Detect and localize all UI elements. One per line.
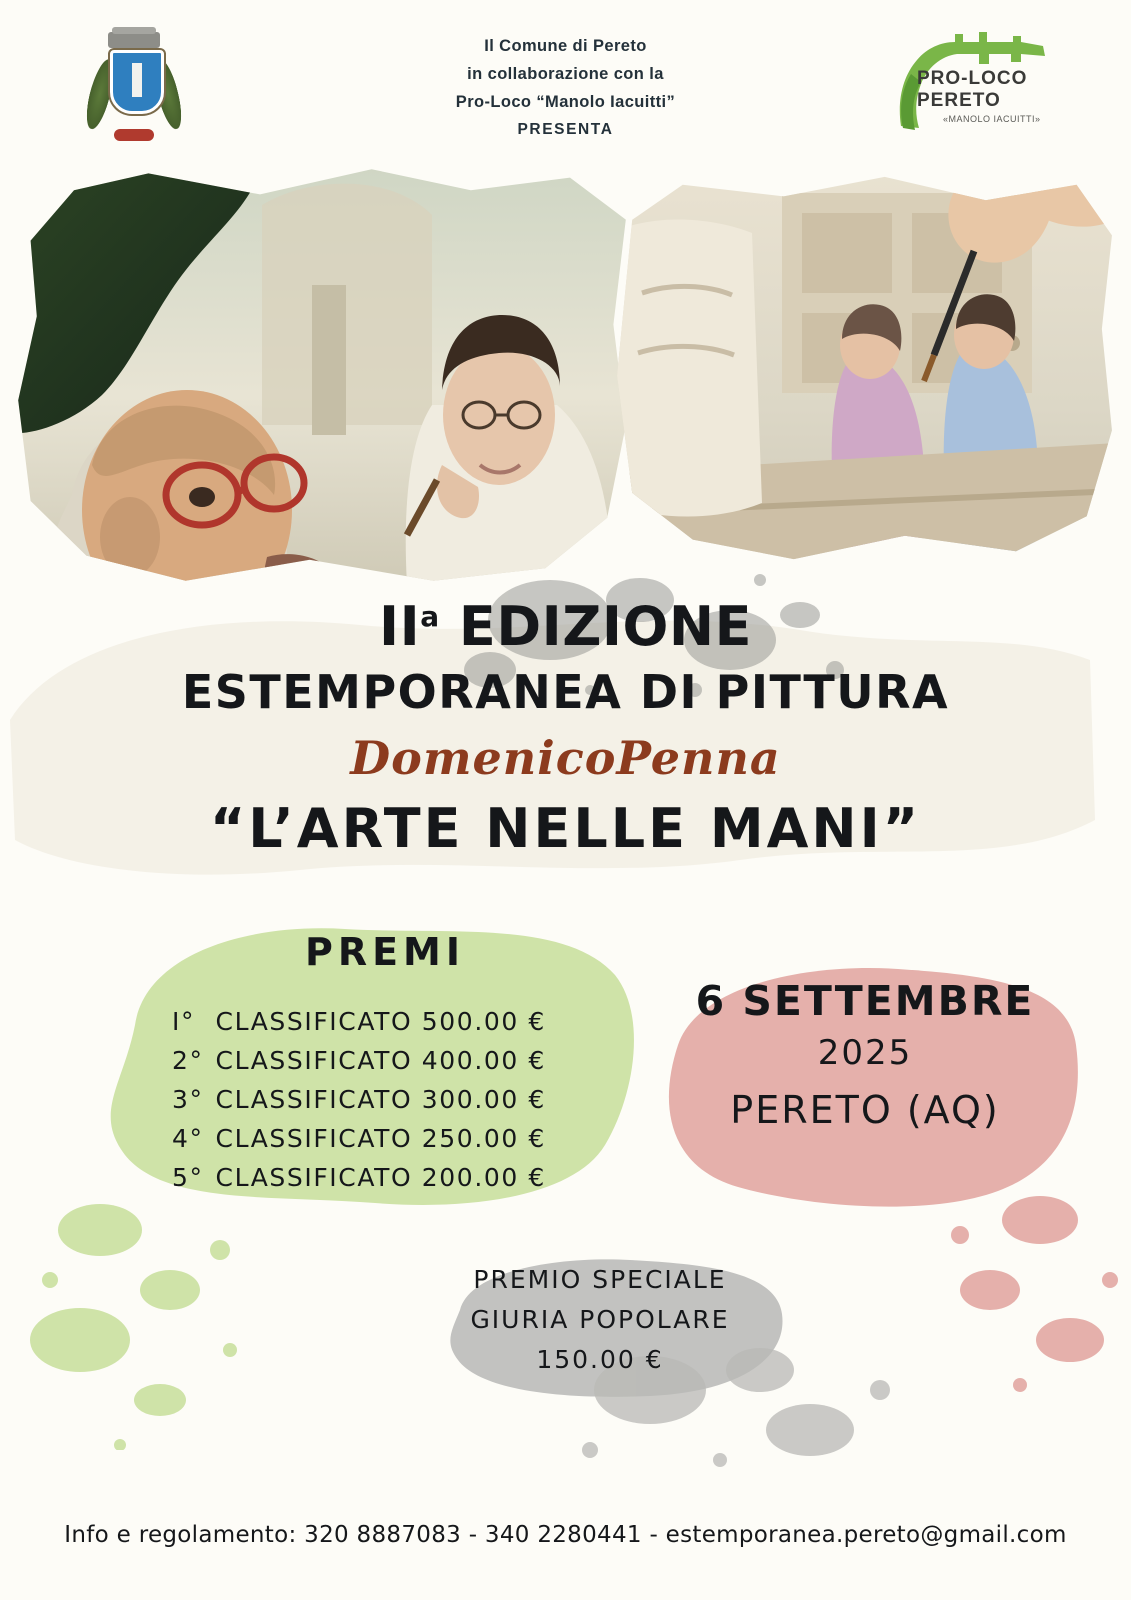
prizes-title: PREMI bbox=[304, 930, 466, 974]
prize-row bbox=[172, 1080, 620, 1119]
prize-amount: 300.00 € bbox=[421, 1085, 546, 1114]
honoree-name: DomenicoPenna bbox=[350, 731, 781, 785]
green-splatter-left bbox=[20, 1190, 280, 1450]
event-location: PERETO (AQ) bbox=[730, 1088, 1000, 1132]
prize-label: CLASSIFICATO bbox=[215, 1046, 413, 1075]
edition-word: EDIZIONE bbox=[439, 595, 752, 658]
prize-label: CLASSIFICATO bbox=[215, 1163, 413, 1192]
prize-label: CLASSIFICATO bbox=[215, 1085, 413, 1114]
prize-position: I° bbox=[172, 1007, 196, 1036]
title-block bbox=[0, 585, 1131, 863]
prize-row bbox=[172, 1119, 620, 1158]
prize-position: 5° bbox=[172, 1163, 204, 1192]
edition-title bbox=[0, 585, 1131, 659]
edition-number: II bbox=[379, 595, 421, 658]
photo-painter-working bbox=[12, 165, 632, 585]
header-line-1: Il Comune di Pereto bbox=[484, 37, 647, 55]
pro-loco-line-2: PERETO bbox=[917, 90, 1001, 111]
prizes-list bbox=[150, 1002, 620, 1197]
footer-contact-info: Info e regolamento: 320 8887083 - 340 2280441 - estemporanea.pereto@gmail.com bbox=[64, 1522, 1067, 1548]
prize-row bbox=[172, 1158, 620, 1197]
prize-position: 3° bbox=[172, 1085, 204, 1114]
prize-row bbox=[172, 1002, 620, 1041]
prize-position: 2° bbox=[172, 1046, 204, 1075]
special-prize-line-2: GIURIA POPOLARE bbox=[470, 1305, 730, 1334]
event-date: 6 SETTEMBRE bbox=[695, 977, 1035, 1025]
event-year: 2025 bbox=[817, 1033, 913, 1073]
prize-label: CLASSIFICATO bbox=[215, 1124, 413, 1153]
pro-loco-line-3: «MANOLO IACUITTI» bbox=[943, 114, 1041, 124]
prize-position: 4° bbox=[172, 1124, 204, 1153]
prize-amount: 200.00 € bbox=[421, 1163, 546, 1192]
prizes-block bbox=[150, 930, 620, 1197]
prize-amount: 250.00 € bbox=[421, 1124, 546, 1153]
edition-suffix: a bbox=[420, 600, 440, 633]
painter-working-illustration bbox=[12, 165, 632, 585]
special-prize-block bbox=[390, 1260, 810, 1380]
prize-amount: 400.00 € bbox=[421, 1046, 546, 1075]
photo-collage bbox=[0, 155, 1131, 595]
header-line-4: PRESENTA bbox=[517, 121, 614, 138]
poster-header bbox=[0, 0, 1131, 165]
header-line-2: in collaborazione con la bbox=[467, 65, 664, 83]
prize-row bbox=[172, 1041, 620, 1080]
prize-amount: 500.00 € bbox=[421, 1007, 546, 1036]
event-subtitle: ESTEMPORANEA DI PITTURA bbox=[181, 665, 950, 719]
prize-label: CLASSIFICATO bbox=[215, 1007, 413, 1036]
photo-hand-painting bbox=[612, 173, 1117, 563]
pro-loco-logo bbox=[893, 30, 1053, 140]
header-line-3: Pro-Loco “Manolo Iacuitti” bbox=[455, 93, 676, 111]
special-prize-amount: 150.00 € bbox=[536, 1345, 664, 1374]
hand-painting-illustration bbox=[612, 173, 1117, 563]
event-slogan: “L’ARTE NELLE MANI” bbox=[209, 797, 922, 860]
special-prize-line-1: PREMIO SPECIALE bbox=[473, 1265, 727, 1294]
pink-splatter-right bbox=[930, 1180, 1131, 1410]
date-location-block bbox=[660, 975, 1070, 1141]
pro-loco-line-1: PRO-LOCO bbox=[917, 68, 1028, 89]
